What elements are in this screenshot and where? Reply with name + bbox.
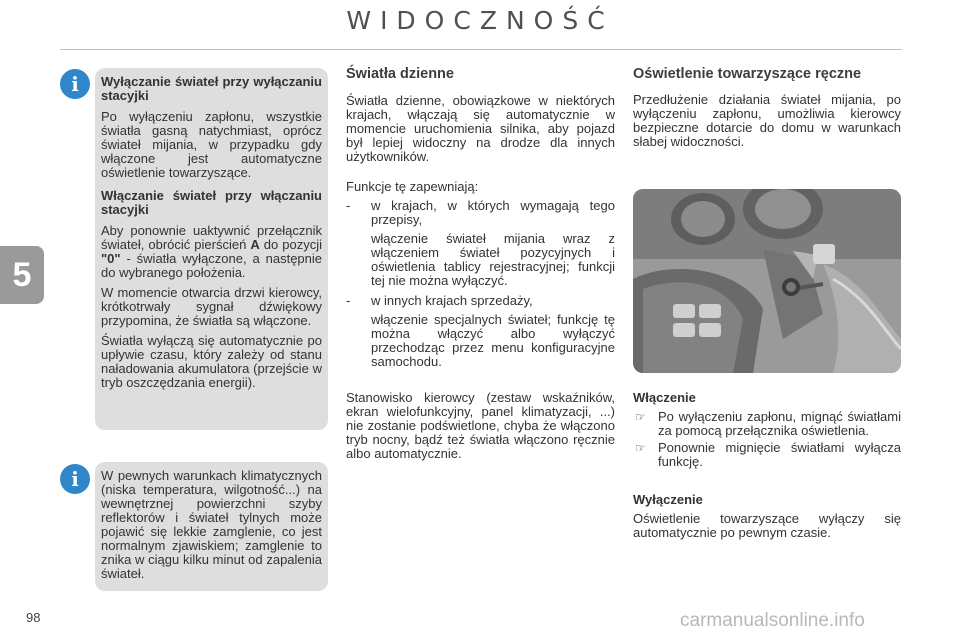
info-icon: i bbox=[60, 69, 90, 99]
paragraph-door-warning: W momencie otwarcia drzwi kierowcy, krótkotrwały sygnał dźwiękowy przypomina, że światła są włączone. bbox=[101, 285, 322, 328]
paragraph-condensation: W pewnych warunkach klimatycznych (niska temperatura, wilgotność...) na wewnętrznej powierzchni szyby reflektorów i świateł tylnych może pojawić się lekkie zamglenie, co jest normalnym zjawiskiem; zamglenie to znika w ciągu kilku minut od zapalenia świateł. bbox=[101, 468, 322, 581]
heading-switch-on: Włączenie bbox=[633, 390, 696, 405]
follow-me-home-section bbox=[633, 67, 901, 149]
ring-label: A bbox=[250, 237, 260, 252]
watermark: carmanualsonline.info bbox=[680, 610, 865, 631]
heading-lights-on: Włączanie świateł przy włączaniu stacyjki bbox=[101, 188, 322, 217]
section-title-follow-me-home: Oświetlenie towarzyszące ręczne bbox=[633, 66, 862, 82]
info-icon: i bbox=[60, 464, 90, 494]
follow-me-home-usage bbox=[633, 391, 901, 540]
daytime-lights-intro: Światła dzienne, obowiązkowe w niektórych krajach, włączają się automatycznie w momencie uruchomienia silnika, aby pojazd był lepiej widoczny na drodze dla innych użytkowników. bbox=[346, 93, 615, 164]
heading-switch-off: Wyłączenie bbox=[633, 492, 703, 507]
info-box-lights-ignition bbox=[95, 68, 328, 430]
follow-me-home-intro: Przedłużenie działania świateł mijania, po wyłączeniu zapłonu, umożliwia kierowcy bezpieczne dotarcie do domu w warunkach słabej widoczności. bbox=[633, 92, 901, 149]
page-title: WIDOCZNOŚĆ bbox=[346, 6, 614, 35]
position-label: "0" bbox=[101, 251, 121, 266]
info-box-condensation bbox=[95, 462, 328, 591]
functions-label: Funkcje tę zapewniają: bbox=[346, 179, 479, 194]
page-number: 98 bbox=[26, 610, 41, 625]
list-item-detail: włączenie specjalnych świateł; funkcję tę można włączyć albo wyłączyć przechodząc przez menu konfiguracyjne samochodu. bbox=[371, 312, 615, 369]
header-rule bbox=[60, 49, 902, 50]
dash-marker: - bbox=[346, 293, 351, 308]
list-item-detail: włączenie świateł mijania wraz z włączeniem świateł pozycyjnych i oświetlenia tablicy rejestracyjnej; funkcji tej nie można wyłączyć. bbox=[371, 231, 615, 288]
list-item: ☞ Po wyłączeniu zapłonu, mignąć światłami za pomocą przełącznika oświetlenia. bbox=[635, 409, 901, 438]
steering-column-image bbox=[633, 189, 901, 373]
chapter-tab: 5 bbox=[0, 246, 44, 304]
dash-marker: - bbox=[346, 198, 351, 213]
switch-off-text: Oświetlenie towarzyszące wyłączy się automatycznie po pewnym czasie. bbox=[633, 511, 901, 540]
paragraph-auto-off: Światła wyłączą się automatycznie po upływie czasu, który zależy od stanu naładowania akumulatora (przejście w tryb oszczędzania energii). bbox=[101, 333, 322, 390]
pointing-hand-icon: ☞ bbox=[635, 441, 646, 455]
list-item: ☞ Ponownie mignięcie światłami wyłącza funkcję. bbox=[635, 440, 901, 469]
list-item: - w krajach, w których wymagają tego przepisy, bbox=[346, 198, 615, 227]
dashboard-note: Stanowisko kierowcy (zestaw wskaźników, ekran wielofunkcyjny, panel klimatyzacji, ...) nie zostanie podświetlone, chyba że włączono tryb nocny, bądź też światła włączono ręcznie albo automatycznie. bbox=[346, 390, 615, 461]
section-title-daytime-lights: Światła dzienne bbox=[346, 66, 454, 82]
daytime-lights-section bbox=[346, 67, 615, 369]
heading-lights-off: Wyłączanie świateł przy wyłączaniu stacyjki bbox=[101, 74, 322, 103]
list-item: - w innych krajach sprzedaży, bbox=[346, 293, 533, 308]
pointing-hand-icon: ☞ bbox=[635, 410, 646, 424]
paragraph-lights-on: Aby ponownie uaktywnić przełącznik świateł, obrócić pierścień A do pozycji "0" - światła wyłączone, a następnie do wybranego położenia. bbox=[101, 223, 322, 280]
paragraph-lights-off: Po wyłączeniu zapłonu, wszystkie światła gasną natychmiast, oprócz świateł mijania, w przypadku gdy włączone jest automatyczne oświetlenie towarzyszące. bbox=[101, 109, 322, 180]
